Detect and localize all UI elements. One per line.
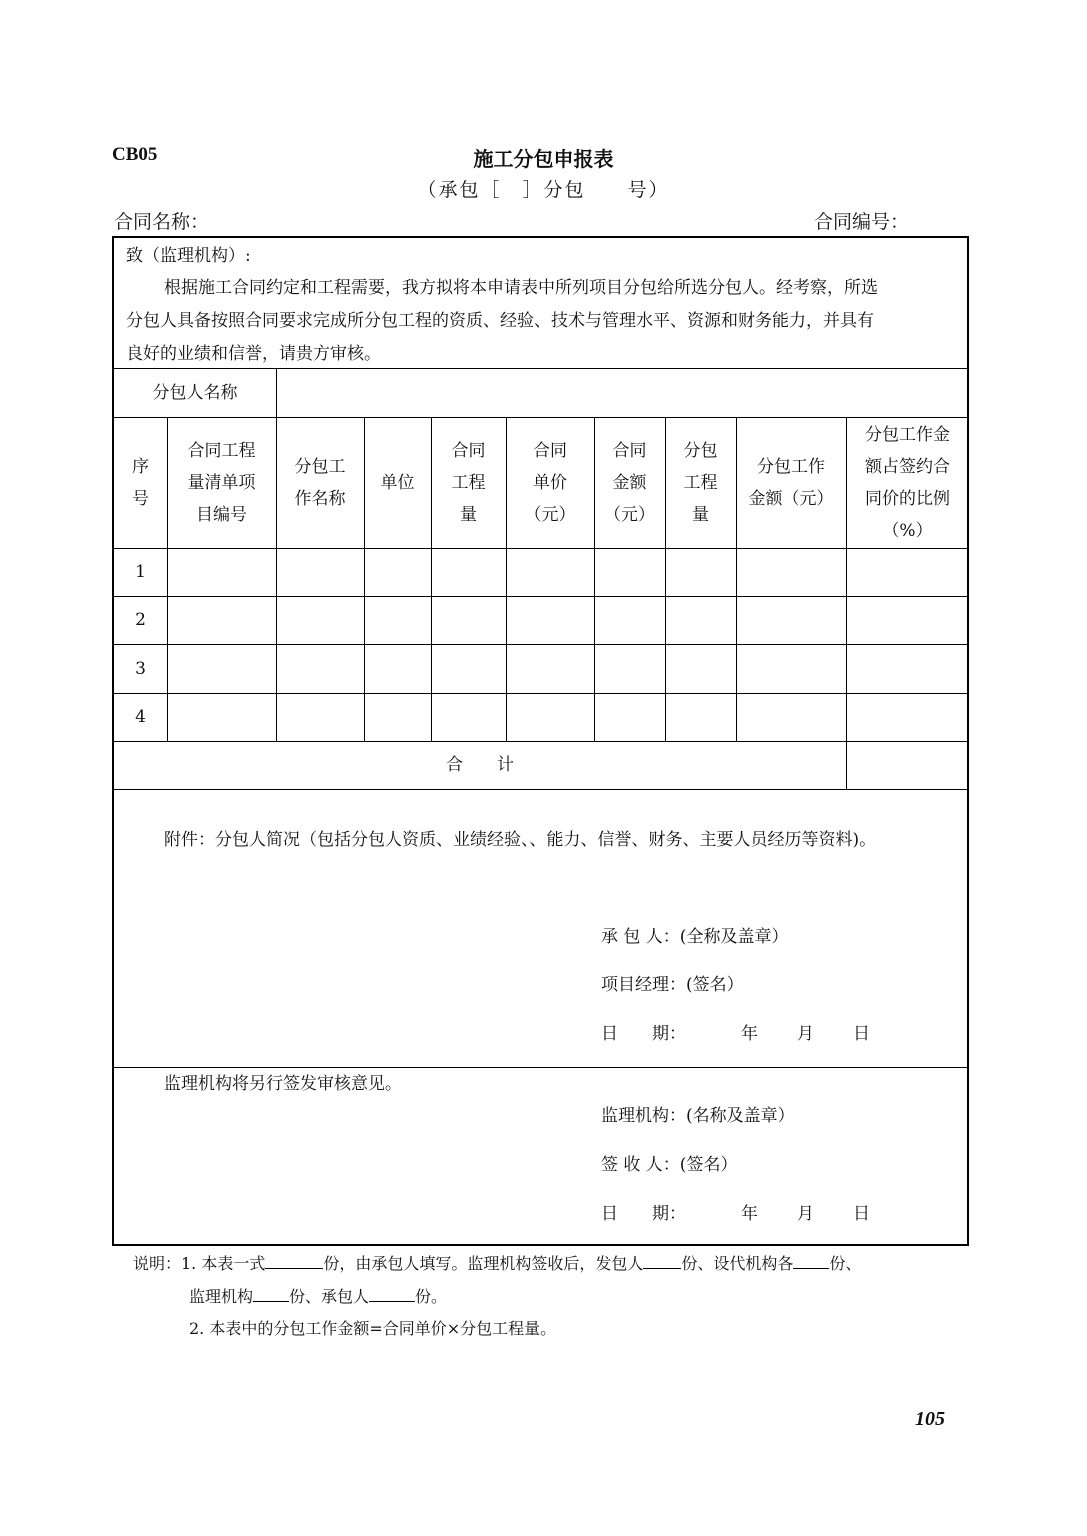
form-subtitle: （承包［ ］分包 号） — [417, 179, 670, 201]
supervision-org-signature: 监理机构：(名称及盖章） — [601, 1106, 795, 1126]
intro-line-3: 良好的业绩和信誉，请贵方审核。 — [126, 344, 381, 364]
col-header-unit-price: 合同 单价 （元） — [524, 440, 576, 525]
col-header-unit: 单位 — [380, 472, 415, 493]
col-header-contract-amount: 合同 金额 （元） — [604, 440, 655, 525]
page-number: 105 — [915, 1408, 945, 1430]
contract-name-label: 合同名称： — [114, 211, 210, 233]
subcontractor-name-label: 分包人名称 — [152, 382, 238, 403]
attachment-text: 附件：分包人简况（包括分包人资质、业绩经验、、能力、信誉、财务、主要人员经历等资料)。 — [164, 830, 877, 850]
form-code: CB05 — [112, 144, 158, 165]
project-manager-signature: 项目经理：(签名） — [601, 975, 744, 995]
intro-line-2: 分包人具备按照合同要求完成所分包工程的资质、经验、技术与管理水平、资源和财务能力，并具有 — [126, 311, 874, 331]
notes-line-1: 说明：1. 本表一式 份，由承包人填写。监理机构签收后，发包人 份、设代机构各 份、 — [133, 1248, 861, 1280]
row-number: 4 — [135, 707, 146, 727]
supervision-date-day: 日 — [853, 1204, 870, 1224]
col-header-work-name: 分包工 作名称 — [294, 456, 346, 509]
col-header-seq: 序 号 — [132, 456, 149, 509]
attachment-date-year: 年 — [741, 1024, 758, 1044]
contractor-signature: 承 包 人：(全称及盖章） — [601, 927, 789, 947]
col-header-item-code: 合同工程 量清单项 目编号 — [187, 440, 256, 525]
intro-line-1: 根据施工合同约定和工程需要，我方拟将本申请表中所列项目分包给所选分包人。经考察，所选 — [164, 278, 878, 298]
notes-line-3: 2. 本表中的分包工作金额=合同单价×分包工程量。 — [189, 1319, 557, 1338]
total-label: 合 计 — [446, 755, 514, 775]
col-header-sub-amount: 分包工作 金额（元） — [748, 456, 834, 509]
contract-no-label: 合同编号： — [814, 211, 910, 233]
supervision-date-label: 日 期： — [601, 1204, 686, 1224]
row-number: 3 — [135, 658, 146, 679]
supervision-date-year: 年 — [741, 1204, 758, 1224]
attachment-date-month: 月 — [797, 1024, 814, 1044]
addressee: 致（监理机构）: — [126, 246, 251, 266]
form-title: 施工分包申报表 — [473, 147, 614, 171]
notes-line-2: 监理机构 份、承包人 份。 — [189, 1281, 447, 1313]
row-number: 1 — [135, 562, 146, 582]
col-header-contract-qty: 合同 工程 量 — [451, 440, 486, 525]
col-header-ratio: 分包工作金 额占签约合 同价的比例 （%） — [865, 424, 950, 541]
supervision-note: 监理机构将另行签发审核意见。 — [164, 1074, 402, 1094]
supervision-date-month: 月 — [797, 1204, 814, 1224]
col-header-sub-qty: 分包 工程 量 — [683, 440, 718, 525]
form-frame — [112, 236, 969, 1246]
row-number: 2 — [135, 610, 146, 630]
attachment-date-day: 日 — [853, 1024, 870, 1044]
attachment-date-label: 日 期： — [601, 1024, 686, 1044]
receiver-signature: 签 收 人：(签名） — [601, 1155, 738, 1175]
